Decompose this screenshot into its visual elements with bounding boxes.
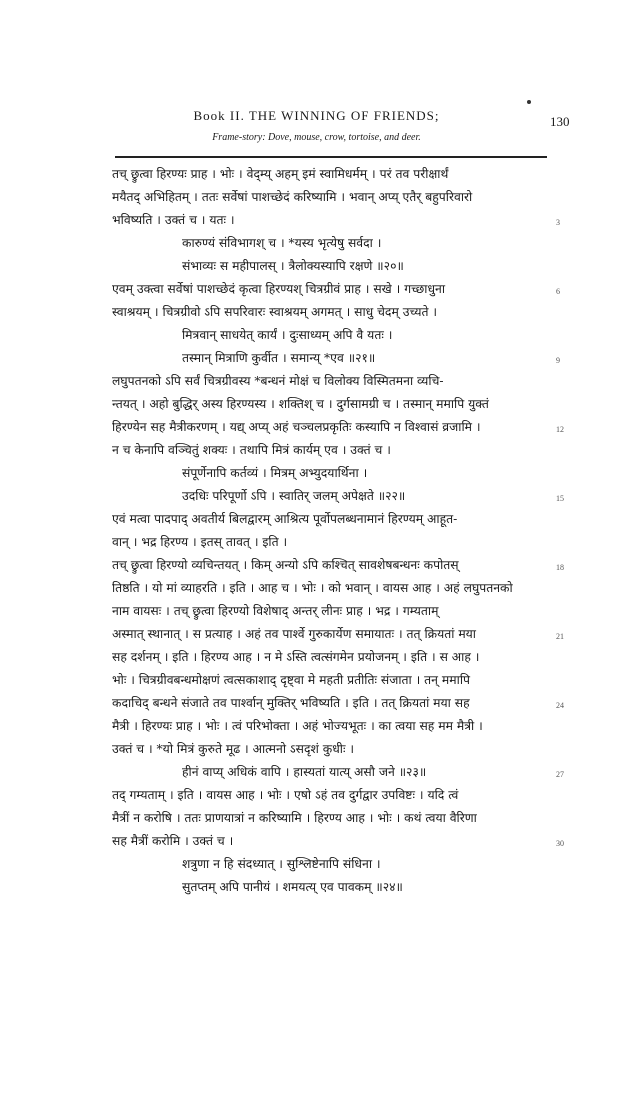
text-line: तच् छ्रुत्वा हिरण्यः प्राह । भोः । वेद्म्य् अहम् इमं स्वामिधर्मम् । परं तव परीक्षार्थं <box>112 167 449 181</box>
text-line: न्तयत् । अहो बुद्धिर् अस्य हिरण्यस्य । शक्तिश् च । दुर्गसामग्री च । तस्मान् ममापि युक्तं <box>112 397 489 411</box>
verse-line: सुतप्तम् अपि पानीयं । शमयत्य् एव पावकम् ॥२४॥ <box>182 880 403 894</box>
text-line: स्वाश्रयम् । चित्रग्रीवो ऽपि सपरिवारः स्वाश्रयम् अगमत् । साधु चेदम् उच्यते । <box>112 305 438 319</box>
verse-line: तस्मान् मित्राणि कुर्वीत । समान्य् *एव ॥२१॥ <box>182 351 376 365</box>
line-number: 9 <box>556 356 560 365</box>
line-number: 3 <box>556 218 560 227</box>
line-number: 30 <box>556 839 564 848</box>
text-line: वान् । भद्र हिरण्य । इतस् तावत् । इति । <box>112 535 288 549</box>
text-line: तिष्ठति । यो मां व्याहरति । इति । आह च । भोः । को भवान् । वायस आह । अहं लघुपतनको <box>112 581 513 595</box>
running-head-title: Book II. THE WINNING OF FRIENDS; <box>193 108 440 123</box>
text-line: लघुपतनको ऽपि सर्वं चित्रग्रीवस्य *बन्धनं मोक्षं च विलोक्य विस्मितमना व्यचि- <box>112 374 444 388</box>
text-line: नाम वायसः । तच् छ्रुत्वा हिरण्यो विशेषाद् अन्तर् लीनः प्राह । भद्र । गम्यताम् <box>112 604 439 618</box>
line-number: 24 <box>556 701 564 710</box>
verse-line: संभाव्यः स महीपालस् । त्रैलोक्यस्यापि रक्षणे ॥२०॥ <box>182 259 404 273</box>
line-number: 27 <box>556 770 564 779</box>
verse-line: मित्रवान् साधयेत् कार्यं । दुःसाध्यम् अपि वै यतः । <box>182 328 393 342</box>
text-line: मयैतद् अभिहितम् । ततः सर्वेषां पाशच्छेदं करिष्यामि । भवान् अप्य् एतैर् बहुपरिवारो <box>112 190 473 204</box>
line-number: 6 <box>556 287 560 296</box>
text-line: तच् छ्रुत्वा हिरण्यो व्यचिन्तयत् । किम् अन्यो ऽपि कश्चित् सावशेषबन्धनः कपोतस् <box>112 558 459 572</box>
text-line: कदाचिद् बन्धने संजाते तव पार्श्वान् मुक्तिर् भविष्यति । इति । तत् क्रियतां मया सह <box>112 696 470 710</box>
header-rule <box>115 156 547 158</box>
text-line: मैत्री । हिरण्यः प्राह । भोः । त्वं परिभोक्ता । अहं भोज्यभूतः । का त्वया सह मम मैत्री । <box>112 719 483 733</box>
text-line: एवम् उक्त्वा सर्वेषां पाशच्छेदं कृत्वा हिरण्यश् चित्रग्रीवं प्राह । सखे । गच्छाधुना <box>112 282 446 296</box>
text-line: भोः । चित्रग्रीवबन्धमोक्षणं त्वत्सकाशाद् दृष्ट्वा मे महती प्रतीतिः संजाता । तन् ममापि <box>112 673 470 687</box>
line-number: 12 <box>556 425 564 434</box>
running-head-subtitle: Frame-story: Dove, mouse, crow, tortoise, and deer. <box>212 132 421 143</box>
text-line: अस्मात् स्थानात् । स प्रत्याह । अहं तव पार्श्वे गुरुकार्येण समायातः । तत् क्रियतां मया <box>112 627 476 641</box>
text-line: सह मैत्रीं करोमि । उक्तं च । <box>112 834 234 848</box>
text-line: हिरण्येन सह मैत्रीकरणम् । यद्य् अप्य् अहं चञ्चलप्रकृतिः कस्यापि न विश्वासं व्रजामि । <box>112 420 481 434</box>
line-number: 21 <box>556 632 564 641</box>
verse-line: हीनं वाप्य् अधिकं वापि । हास्यतां यात्य् असौ जने ॥२३॥ <box>182 765 427 779</box>
line-number: 15 <box>556 494 564 503</box>
text-line: एवं मत्वा पादपाद् अवतीर्य बिलद्वारम् आश्रित्य पूर्वोपलब्धनामानं हिरण्यम् आहूत- <box>112 512 458 526</box>
verse-line: उदधिः परिपूर्णो ऽपि । स्वातिर् जलम् अपेक्षते ॥२२॥ <box>182 489 406 503</box>
verse-line: कारुण्यं संविभागश् च । *यस्य भृत्येषु सर्वदा । <box>182 236 382 250</box>
text-line: सह दर्शनम् । इति । हिरण्य आह । न मे ऽस्ति त्वत्संगमेन प्रयोजनम् । इति । स आह । <box>112 650 480 664</box>
text-line: न च केनापि वञ्चितुं शक्यः । तथापि मित्रं कार्यम् एव । उक्तं च । <box>112 443 391 457</box>
text-line: तद् गम्यताम् । इति । वायस आह । भोः । एषो ऽहं तव दुर्गद्वार उपविष्टः । यदि त्वं <box>112 788 459 802</box>
page-number: 130 <box>550 114 570 129</box>
text-line: भविष्यति । उक्तं च । यतः । <box>112 213 235 227</box>
verse-line: शत्रुणा न हि संदध्यात् । सुश्लिष्टेनापि संधिना । <box>182 857 381 871</box>
line-number: 18 <box>556 563 564 572</box>
verse-line: संपूर्णेनापि कर्तव्यं । मित्रम् अभ्युदयार्थिना । <box>182 466 368 480</box>
ink-dot <box>527 100 531 104</box>
page-header <box>0 106 633 156</box>
text-line: उक्तं च । *यो मित्रं कुरुते मूढ । आत्मनो ऽसदृशं कुधीः । <box>112 742 355 756</box>
text-line: मैत्रीं न करोषि । ततः प्राणयात्रां न करिष्यामि । हिरण्य आह । भोः । कथं त्वया वैरिणा <box>112 811 477 825</box>
